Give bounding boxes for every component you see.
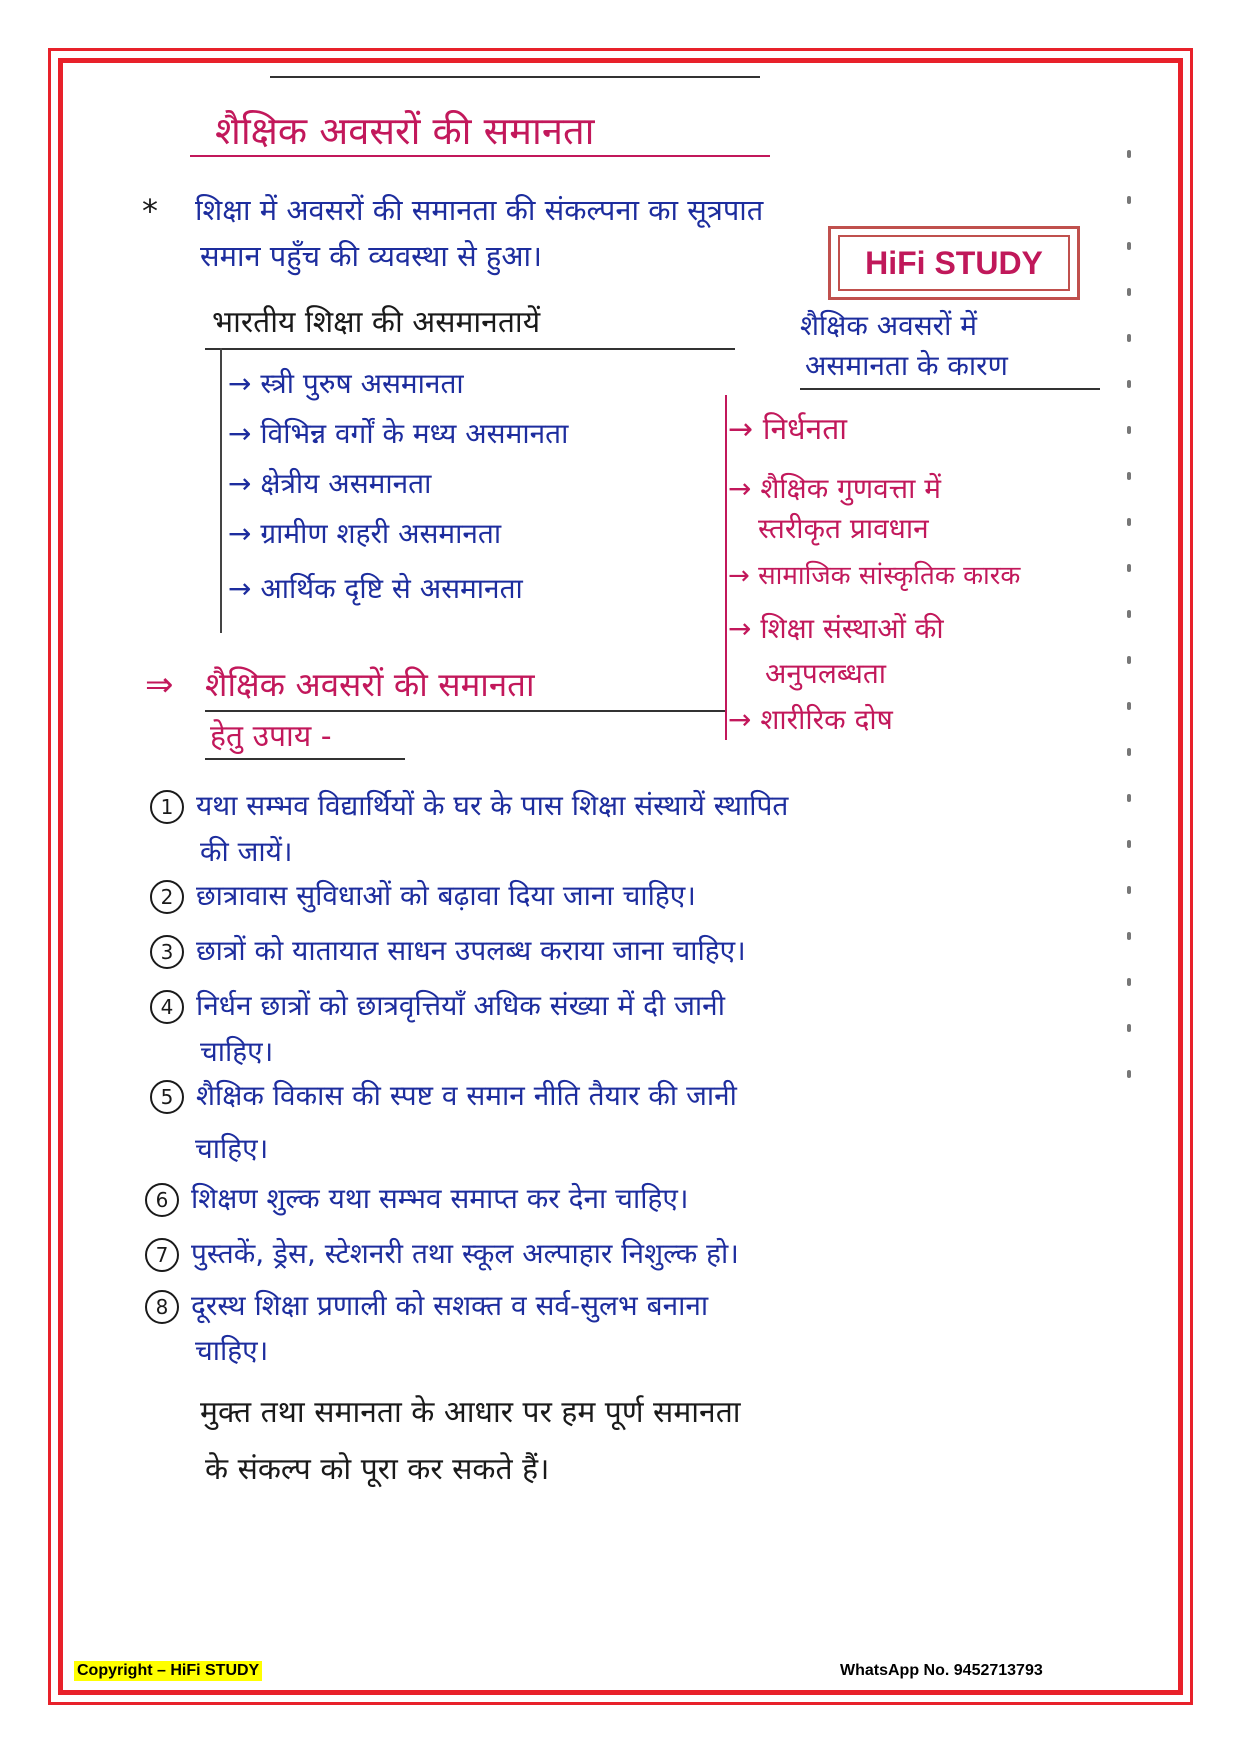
watermark-text: HiFi STUDY	[838, 235, 1070, 291]
conclusion-line-2: के संकल्प को पूरा कर सकते हैं।	[205, 1452, 550, 1487]
cause-item: → सामाजिक सांस्कृतिक कारक	[728, 561, 1021, 591]
inequalities-heading-rule	[205, 348, 735, 350]
page-frame-inner	[58, 58, 1183, 1695]
measure-item: 4 निर्धन छात्रों को छात्रवृत्तियाँ अधिक संख्या में दी जानी	[150, 990, 725, 1024]
measure-item: 7 पुस्तकें, ड्रेस, स्टेशनरी तथा स्कूल अल्पाहार निशुल्क हो।	[145, 1238, 739, 1272]
cause-item-continued: अनुपलब्धता	[765, 657, 887, 690]
watermark-box	[828, 226, 1080, 300]
measure-item: 5 शैक्षिक विकास की स्पष्ट व समान नीति तैयार की जानी	[150, 1080, 737, 1114]
inequalities-bracket	[220, 348, 222, 633]
measure-item: 2 छात्रावास सुविधाओं को बढ़ावा दिया जाना चाहिए।	[150, 880, 696, 914]
measure-item-continued: की जायें।	[200, 835, 293, 868]
causes-heading-line-1: शैक्षिक अवसरों में	[800, 309, 978, 342]
measures-arrow: ⇒	[145, 665, 174, 705]
inequality-item: → विभिन्न वर्गों के मध्य असमानता	[228, 417, 569, 450]
measure-item: 8 दूरस्थ शिक्षा प्रणाली को सशक्त व सर्व-सुलभ बनाना	[145, 1290, 708, 1324]
inequality-item: → क्षेत्रीय असमानता	[228, 467, 432, 500]
inequality-item: → ग्रामीण शहरी असमानता	[228, 517, 502, 550]
cause-item: → निर्धनता	[728, 412, 848, 447]
cause-item-continued: स्तरीकृत प्रावधान	[758, 512, 929, 545]
cause-item: → शारीरिक दोष	[728, 703, 893, 736]
top-rule	[270, 76, 760, 78]
intro-line-2: समान पहुँच की व्यवस्था से हुआ।	[200, 239, 542, 273]
title-underline	[190, 155, 770, 157]
causes-heading-rule	[800, 388, 1100, 390]
cause-item: → शैक्षिक गुणवत्ता में	[728, 472, 941, 505]
causes-bracket	[725, 395, 727, 740]
measure-item: 3 छात्रों को यातायात साधन उपलब्ध कराया जाना चाहिए।	[150, 935, 746, 969]
cause-item: → शिक्षा संस्थाओं की	[728, 612, 944, 645]
inequality-item: → स्त्री पुरुष असमानता	[228, 367, 464, 400]
whatsapp-number: WhatsApp No. 9452713793	[840, 1662, 1043, 1679]
copyright-label: Copyright – HiFi STUDY	[74, 1661, 262, 1681]
notebook-margin-holes	[1127, 150, 1133, 1150]
conclusion-line-1: मुक्त तथा समानता के आधार पर हम पूर्ण समानता	[200, 1395, 741, 1430]
inequalities-heading: भारतीय शिक्षा की असमानतायें	[212, 305, 541, 340]
measures-heading-line-2: हेतु उपाय -	[210, 719, 332, 754]
measure-item-continued: चाहिए।	[195, 1334, 269, 1367]
causes-heading-line-2: असमानता के कारण	[805, 349, 1008, 382]
intro-line-1: शिक्षा में अवसरों की समानता की संकल्पना का सूत्रपात	[195, 193, 764, 227]
measures-heading-rule	[205, 710, 725, 712]
measure-item: 6 शिक्षण शुल्क यथा सम्भव समाप्त कर देना चाहिए।	[145, 1183, 688, 1217]
measures-heading-line-1: शैक्षिक अवसरों की समानता	[205, 665, 535, 704]
page-title: शैक्षिक अवसरों की समानता	[215, 109, 595, 153]
measure-item: 1 यथा सम्भव विद्यार्थियों के घर के पास शिक्षा संस्थायें स्थापित	[150, 790, 788, 824]
asterisk-bullet: *	[142, 192, 158, 230]
inequality-item: → आर्थिक दृष्टि से असमानता	[228, 572, 523, 605]
measure-item-continued: चाहिए।	[200, 1035, 274, 1068]
measures-heading-rule-2	[205, 758, 405, 760]
measure-item-continued: चाहिए।	[195, 1132, 269, 1165]
